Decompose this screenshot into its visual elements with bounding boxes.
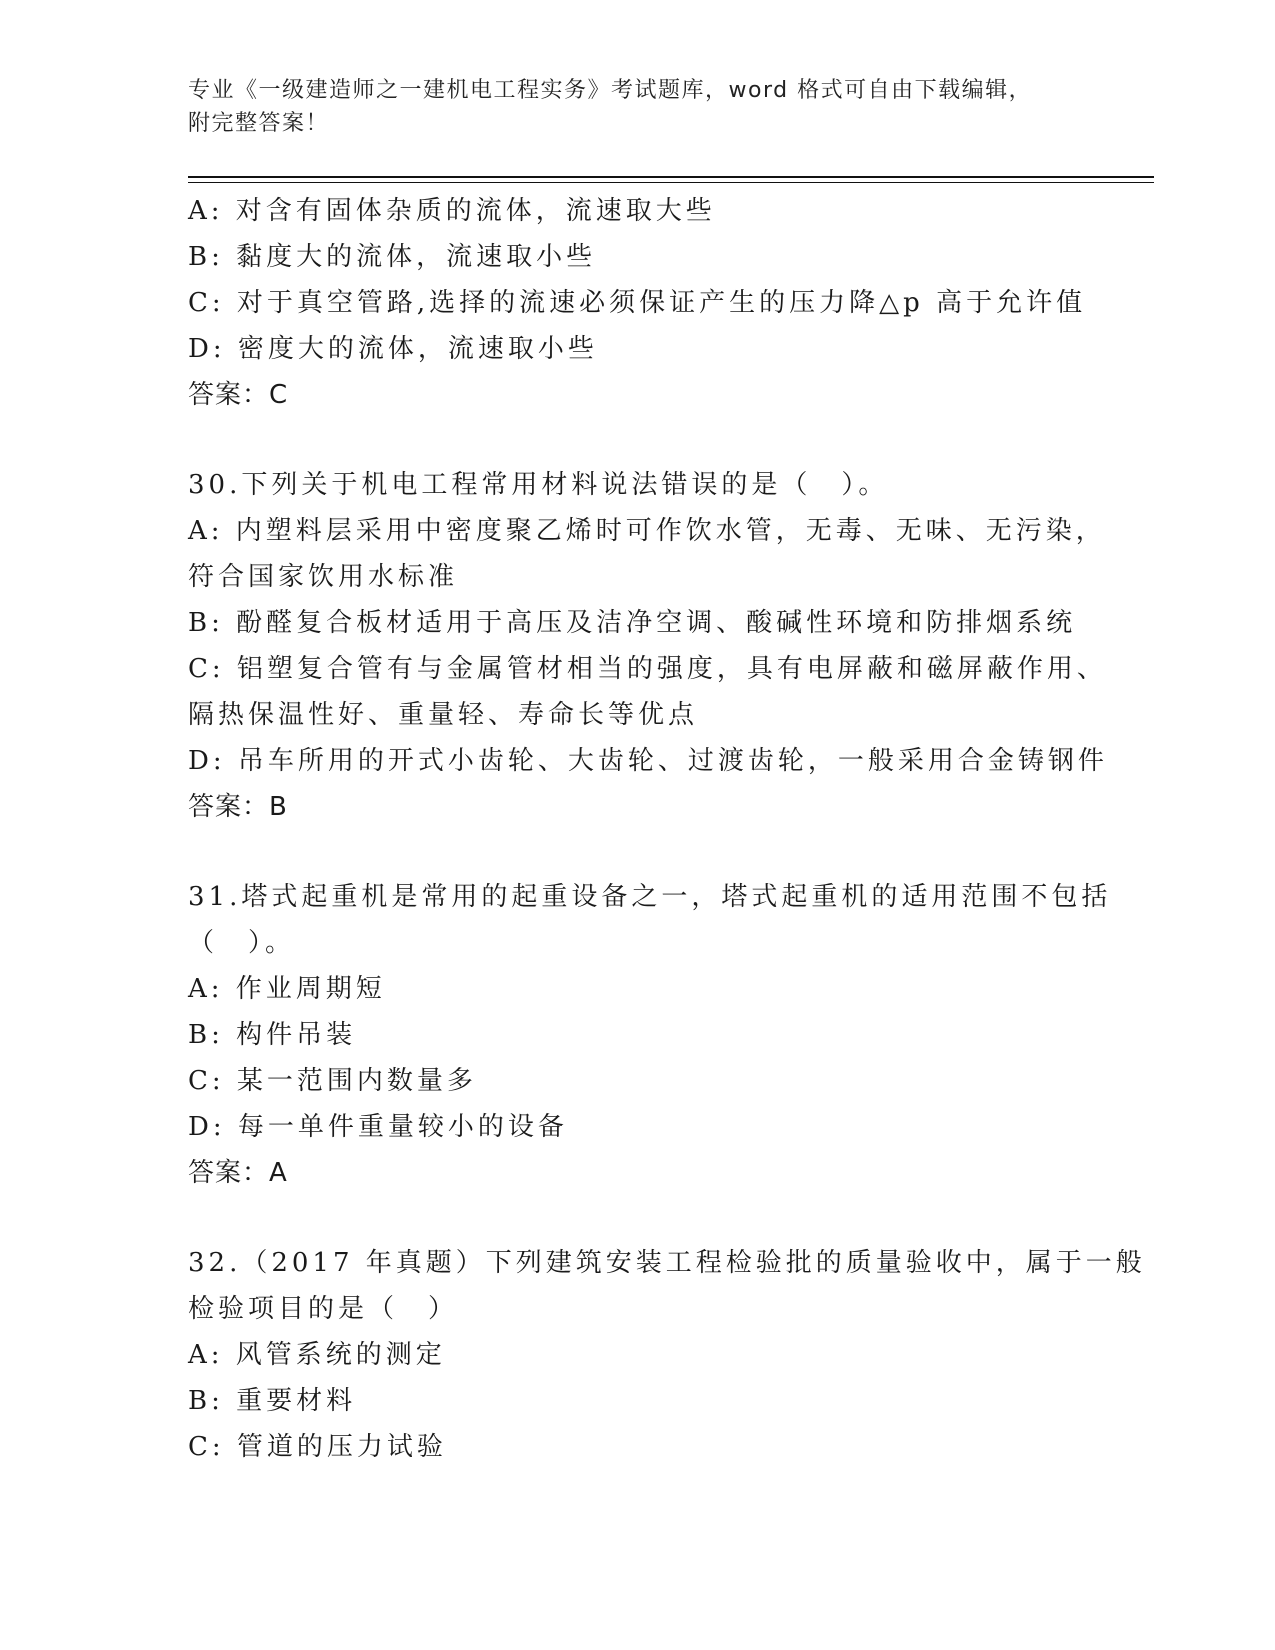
option-a-continued: 符合国家饮用水标准	[188, 562, 459, 592]
question-stem: 30.下列关于机电工程常用材料说法错误的是（ ）。	[188, 470, 889, 500]
option-b: B: 酚醛复合板材适用于高压及洁净空调、酸碱性环境和防排烟系统	[188, 608, 1077, 638]
header-divider-thin	[188, 182, 1154, 183]
question-list	[188, 188, 1146, 1470]
option-b: B: 黏度大的流体，流速取小些	[188, 242, 597, 272]
option-a: A: 风管系统的测定	[188, 1340, 446, 1370]
spacer	[188, 418, 1088, 462]
option-c: C: 对于真空管路,选择的流速必须保证产生的压力降△p 高于允许值	[188, 288, 1087, 318]
question-stem: 31.塔式起重机是常用的起重设备之一，塔式起重机的适用范围不包括	[188, 882, 1112, 912]
question-32	[188, 1240, 1146, 1470]
option-d: D: 密度大的流体，流速取小些	[188, 334, 598, 364]
document-header	[188, 74, 1088, 140]
option-c: C: 某一范围内数量多	[188, 1066, 477, 1096]
question-31	[188, 874, 1112, 1196]
option-c-continued: 隔热保温性好、重量轻、寿命长等优点	[188, 700, 699, 730]
question-30	[188, 462, 1108, 830]
answer: 答案：C	[188, 380, 289, 410]
question-stem: 32.（2017 年真题）下列建筑安装工程检验批的质量验收中，属于一般	[188, 1248, 1146, 1278]
option-a: A: 对含有固体杂质的流体，流速取大些	[188, 196, 716, 226]
option-d: D: 每一单件重量较小的设备	[188, 1112, 568, 1142]
header-line-2: 附完整答案！	[188, 111, 330, 136]
option-a: A: 作业周期短	[188, 974, 386, 1004]
question-prev	[188, 188, 1088, 418]
header-divider-thick	[188, 176, 1154, 178]
spacer	[188, 1196, 1088, 1240]
header-line-1: 专业《一级建造师之一建机电工程实务》考试题库，word 格式可自由下载编辑，	[188, 78, 1033, 103]
option-b: B: 重要材料	[188, 1386, 357, 1416]
option-c: C: 管道的压力试验	[188, 1432, 447, 1462]
option-c: C: 铝塑复合管有与金属管材相当的强度，具有电屏蔽和磁屏蔽作用、	[188, 654, 1107, 684]
question-stem-continued: 检验项目的是（ ）	[188, 1294, 459, 1324]
question-stem-continued: （ ）。	[188, 928, 296, 958]
option-d: D: 吊车所用的开式小齿轮、大齿轮、过渡齿轮，一般采用合金铸钢件	[188, 746, 1108, 776]
answer: 答案：B	[188, 792, 288, 822]
option-b: B: 构件吊装	[188, 1020, 357, 1050]
option-a: A: 内塑料层采用中密度聚乙烯时可作饮水管，无毒、无味、无污染，	[188, 516, 1106, 546]
answer: 答案：A	[188, 1158, 288, 1188]
spacer	[188, 830, 1088, 874]
